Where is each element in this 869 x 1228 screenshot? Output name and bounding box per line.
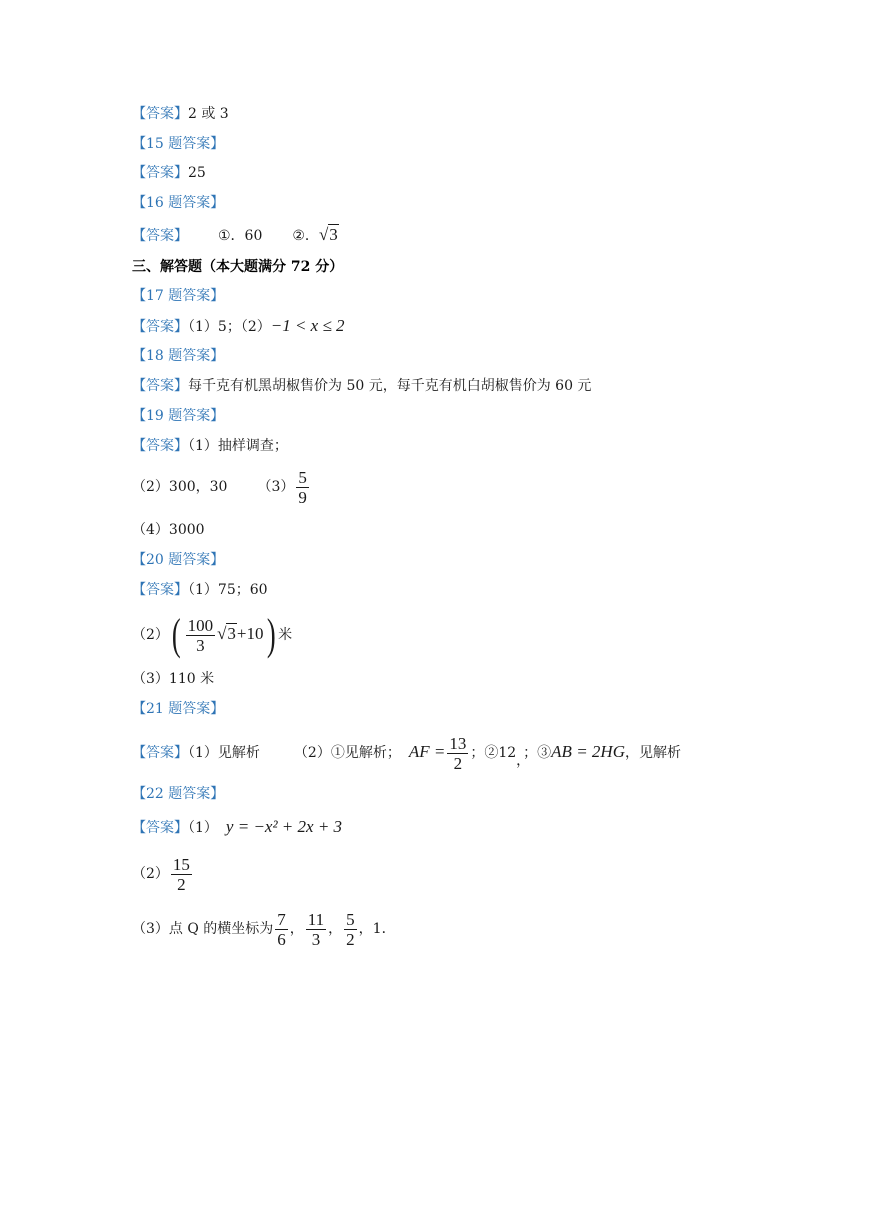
answer-18 <box>132 376 591 396</box>
denominator: 9 <box>298 487 307 507</box>
heading-q22: 【22 题答案】 <box>132 786 225 802</box>
answer-19-part1 <box>132 436 288 456</box>
answer-19-part2 <box>132 466 311 508</box>
answer-15 <box>132 163 206 183</box>
numerator: 15 <box>172 854 190 874</box>
answer-tag: 【答案】 <box>132 378 188 394</box>
fraction <box>447 734 468 773</box>
answer-20-part1 <box>132 580 268 600</box>
heading-q19: 【19 题答案】 <box>132 408 225 424</box>
answer-20-part3: （3）110 米 <box>132 671 215 687</box>
answer-text: （1）抽样调查； <box>188 438 288 454</box>
answer-end: ，1． <box>358 921 396 937</box>
section-heading: 三、解答题（本大题满分 72 分） <box>132 259 344 275</box>
answer-label: （3） <box>257 479 295 495</box>
answer-tag: 【答案】 <box>132 745 188 761</box>
answer-text: 2 或 3 <box>188 106 229 122</box>
answer-22-part2 <box>132 852 194 896</box>
heading-q15: 【15 题答案】 <box>132 136 225 152</box>
answer-label: （2） <box>132 866 169 882</box>
answer-label: （2） <box>132 627 169 643</box>
radicand: 3 <box>227 624 236 643</box>
denominator: 2 <box>453 753 463 773</box>
separator: ， <box>328 921 343 937</box>
answer-part-2: （2）①见解析； <box>293 745 401 761</box>
answer-tag: 【答案】 <box>132 820 188 836</box>
answer-text: （1）75；60 <box>188 582 268 598</box>
answer-tag: 【答案】 <box>132 438 188 454</box>
denominator: 2 <box>346 929 355 949</box>
equation: y = −x² + 2x + 3 <box>225 817 343 836</box>
answer-22-part3 <box>132 907 396 951</box>
answer-tag: 【答案】 <box>132 165 188 181</box>
radicand: 3 <box>329 225 338 244</box>
heading-q17: 【17 题答案】 <box>132 288 225 304</box>
answer-part-1: （1）见解析 <box>188 745 260 761</box>
comma-mark: ， <box>516 753 524 769</box>
separator: ， <box>289 921 304 937</box>
answer-label: （1） <box>188 820 218 836</box>
numerator: 100 <box>187 615 214 635</box>
heading-q16: 【16 题答案】 <box>132 195 225 211</box>
answer-17 <box>132 316 345 337</box>
answer-tag: 【答案】 <box>132 582 188 598</box>
answer-21 <box>132 730 681 775</box>
sqrt-expression: √3 <box>217 624 236 643</box>
sqrt-expression: √3 <box>318 225 338 244</box>
answer-tag: 【答案】 <box>132 106 188 122</box>
answer-20-part2 <box>132 610 292 659</box>
answer-19-part4: （4）3000 <box>132 522 205 538</box>
heading-q18: 【18 题答案】 <box>132 348 225 364</box>
answer-14 <box>132 104 229 124</box>
answer-text: （2）300，30 <box>132 479 228 495</box>
answer-22-part1 <box>132 817 342 838</box>
numerator: 11 <box>307 909 325 929</box>
answer-end: ，见解析 <box>624 745 681 761</box>
answer-text: （1）5；（2） <box>188 319 271 335</box>
numerator: 5 <box>346 909 355 929</box>
fraction <box>186 616 216 655</box>
denominator: 3 <box>311 929 321 949</box>
af-expression: AF = <box>408 742 446 761</box>
fraction <box>296 468 309 507</box>
left-paren: ( <box>171 610 181 659</box>
fraction <box>171 855 192 894</box>
inequality: −1 < x ≤ 2 <box>270 316 345 335</box>
answer-text: 25 <box>188 165 206 181</box>
fraction-3 <box>344 910 357 949</box>
answer-mid: ；②12 <box>470 745 517 761</box>
numerator: 7 <box>277 909 286 929</box>
numerator: 5 <box>298 467 307 487</box>
answer-tag: 【答案】 <box>132 228 188 244</box>
ab-expression: AB = 2HG <box>551 742 625 761</box>
answer-part-2: ②． <box>292 228 319 244</box>
fraction-2 <box>306 910 326 949</box>
plus-term: +10 <box>236 624 264 643</box>
denominator: 3 <box>196 635 205 655</box>
right-paren: ) <box>266 610 276 659</box>
numerator: 13 <box>449 733 467 753</box>
answer-part-3: ；③ <box>523 745 552 761</box>
answer-16 <box>132 225 339 246</box>
answer-text: 每千克有机黑胡椒售价为 50 元，每千克有机白胡椒售价为 60 元 <box>188 378 592 394</box>
answer-label: （3）点 Q 的横坐标为 <box>132 921 274 937</box>
fraction-1 <box>275 910 288 949</box>
answer-tag: 【答案】 <box>132 319 188 335</box>
heading-q20: 【20 题答案】 <box>132 552 225 568</box>
unit: 米 <box>278 627 293 643</box>
heading-q21: 【21 题答案】 <box>132 701 225 717</box>
denominator: 6 <box>277 929 286 949</box>
answer-part-1: ①．60 <box>218 228 263 244</box>
denominator: 2 <box>177 874 186 894</box>
